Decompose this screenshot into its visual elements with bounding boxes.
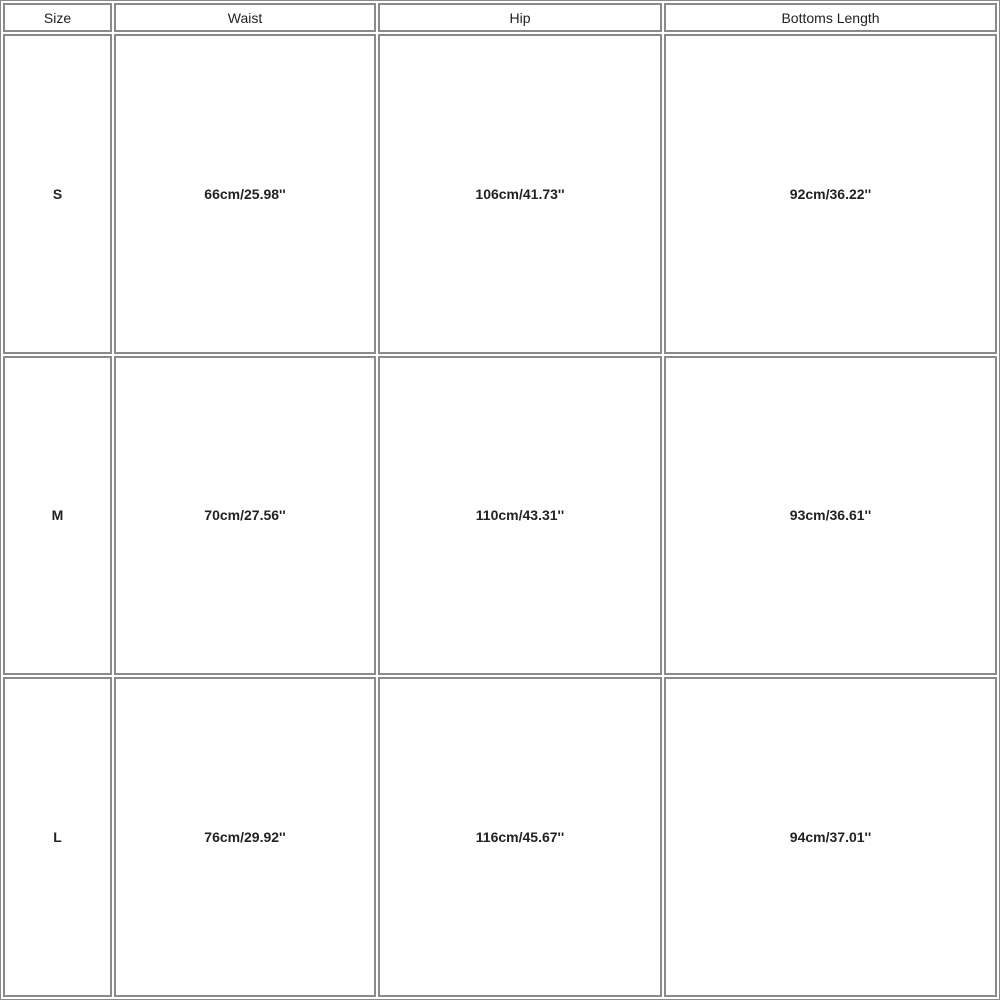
table-row: [3, 356, 997, 676]
table-row: [3, 677, 997, 997]
header-cell-hip: Hip: [378, 3, 662, 32]
bottoms-length-cell: 92cm/36.22'': [664, 34, 997, 354]
table-row: [3, 34, 997, 354]
header-cell-bottoms-length: Bottoms Length: [664, 3, 997, 32]
waist-cell: 70cm/27.56'': [114, 356, 376, 676]
size-cell: M: [3, 356, 112, 676]
header-cell-size: Size: [3, 3, 112, 32]
hip-cell: 106cm/41.73'': [378, 34, 662, 354]
table-header: [3, 3, 997, 32]
waist-cell: 66cm/25.98'': [114, 34, 376, 354]
header-cell-waist: Waist: [114, 3, 376, 32]
header-row: [3, 3, 997, 32]
size-cell: S: [3, 34, 112, 354]
waist-cell: 76cm/29.92'': [114, 677, 376, 997]
bottoms-length-cell: 94cm/37.01'': [664, 677, 997, 997]
size-cell: L: [3, 677, 112, 997]
hip-cell: 110cm/43.31'': [378, 356, 662, 676]
bottoms-length-cell: 93cm/36.61'': [664, 356, 997, 676]
table-body: [3, 34, 997, 997]
hip-cell: 116cm/45.67'': [378, 677, 662, 997]
